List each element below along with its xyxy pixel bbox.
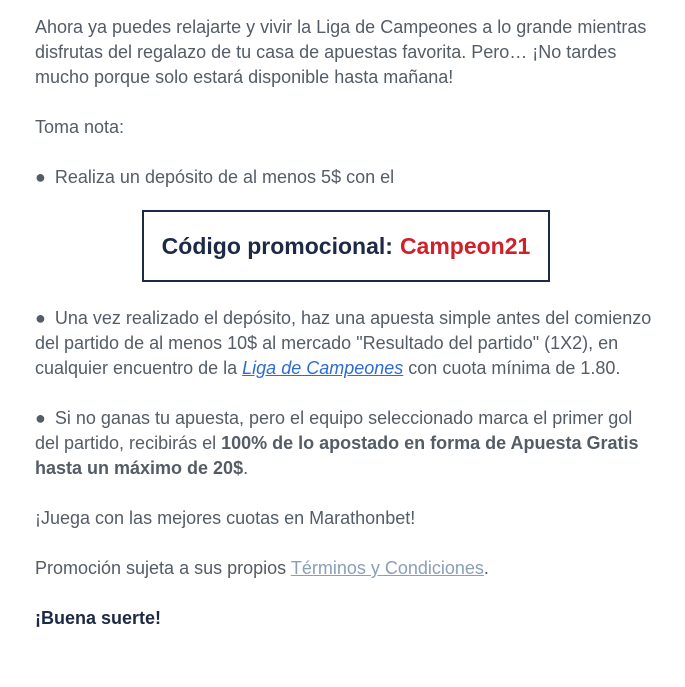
terms-line [35, 556, 655, 581]
step-1-text: Realiza un depósito de al menos 5$ con el [54, 167, 395, 187]
terms-text-before: Promoción sujeta a sus propios [35, 558, 287, 578]
step-3 [35, 406, 655, 481]
promo-code-box [142, 210, 550, 282]
intro-paragraph: Ahora ya puedes relajarte y vivir la Liga de Campeones a lo grande mientras disfrutas del regalazo de tu casa de apuestas favorita. Pero… ¡No tardes mucho porque solo estará disponible hasta mañana! [35, 17, 647, 87]
terms-text-after: . [483, 558, 489, 578]
note-label: Toma nota: [35, 117, 125, 137]
bullet-icon: ● [35, 167, 46, 187]
step-1 [35, 165, 655, 190]
cta-text: ¡Juega con las mejores cuotas en Marathonbet! [35, 508, 416, 528]
promo-code-label: Código promocional: [161, 232, 393, 259]
liga-de-campeones-link[interactable]: Liga de Campeones [242, 358, 404, 378]
step-3-text-before: Si no ganas tu apuesta, pero el equipo seleccionado marca el primer gol del partido, recibirás el [35, 408, 633, 453]
step-2-text-after: con cuota mínima de 1.80. [408, 358, 621, 378]
bullet-icon: ● [35, 408, 46, 428]
promo-code-value[interactable]: Campeon21 [399, 232, 531, 259]
bullet-icon: ● [35, 308, 46, 328]
step-3-text-after: . [243, 458, 249, 478]
step-2-text-before: Una vez realizado el depósito, haz una apuesta simple antes del comienzo del partido de al menos 10$ al mercado "Resultado del partido" (1X2), en cualquier encuentro de la [35, 308, 652, 378]
step-3-bold-offer: 100% de lo apostado en forma de Apuesta Gratis hasta un máximo de 20$ [35, 433, 639, 478]
closing-text: ¡Buena suerte! [35, 608, 162, 628]
terms-and-conditions-link[interactable]: Términos y Condiciones [290, 558, 484, 578]
step-2 [35, 306, 655, 381]
